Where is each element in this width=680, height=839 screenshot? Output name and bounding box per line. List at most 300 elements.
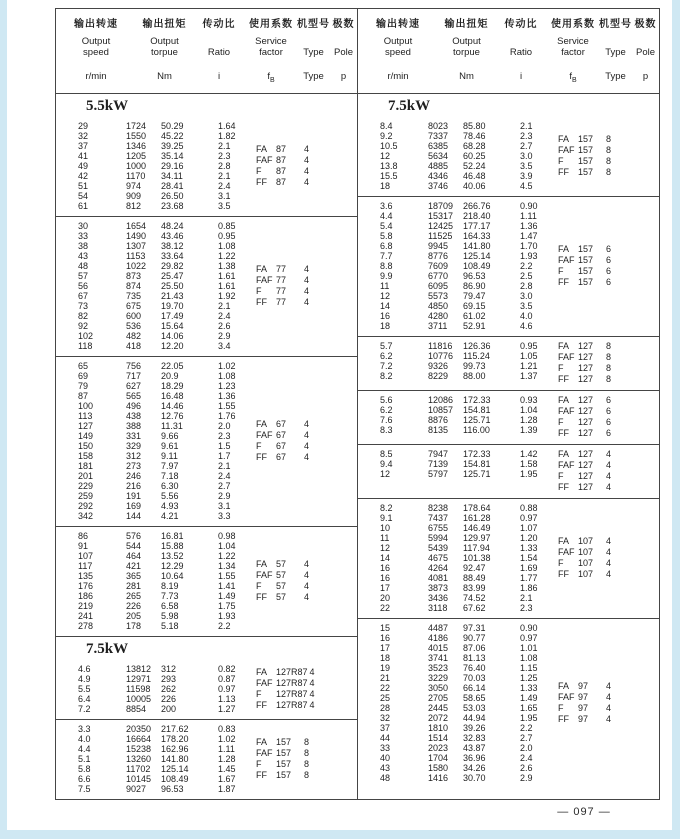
type-name: FA 127 <box>558 340 594 351</box>
speed-cell: 6.6 <box>78 773 91 784</box>
speed-cell: 241 <box>78 610 94 621</box>
table-row <box>56 151 248 161</box>
factor-cell: 2.3 <box>520 602 533 613</box>
table-row <box>358 221 550 231</box>
torque-cell: 627 <box>126 380 142 391</box>
torque-cell: 8776 <box>428 250 449 261</box>
torque-cell: 265 <box>126 590 142 601</box>
table-row <box>358 351 550 361</box>
type-name: FAF 127 <box>558 459 594 470</box>
table-row <box>358 603 550 613</box>
factor-cell: 1.01 <box>520 642 538 653</box>
factor-cell: 1.95 <box>520 468 538 479</box>
torque-cell: 8229 <box>428 370 449 381</box>
type-row <box>550 569 659 580</box>
torque-cell: 7437 <box>428 512 449 523</box>
type-name: FAF 127R87 <box>256 677 308 688</box>
ratio-cell: 125.14 <box>161 763 189 774</box>
speed-cell: 135 <box>78 570 94 581</box>
torque-cell: 2023 <box>428 742 449 753</box>
ratio-cell: 46.48 <box>463 170 486 181</box>
speed-cell: 186 <box>78 590 94 601</box>
speed-cell: 48 <box>380 772 391 783</box>
type-prefix: F <box>558 702 564 713</box>
factor-cell: 1.69 <box>520 562 538 573</box>
type-row <box>550 449 659 460</box>
speed-cell: 150 <box>78 440 94 451</box>
spec-block <box>358 444 659 498</box>
factor-cell: 1.45 <box>218 763 236 774</box>
type-name: FAF 157 <box>256 747 292 758</box>
ratio-cell: 6.30 <box>161 480 179 491</box>
ratio-cell: 4.93 <box>161 500 179 511</box>
type-row <box>248 667 357 678</box>
column-unit: r/min <box>387 71 409 82</box>
ratio-cell: 116.00 <box>463 424 490 435</box>
table-row <box>358 563 550 573</box>
table-row <box>56 131 248 141</box>
ratio-cell: 38.12 <box>161 240 184 251</box>
factor-cell: 2.2 <box>520 722 533 733</box>
factor-cell: 1.61 <box>218 270 236 281</box>
factor-cell: 1.04 <box>218 540 236 551</box>
ratio-cell: 9.61 <box>161 440 179 451</box>
column-unit: Nm <box>157 71 172 82</box>
column-header-en-text: Output speed <box>81 36 111 58</box>
column-header-en-text: Service factor <box>255 36 287 58</box>
torque-cell: 1000 <box>126 160 147 171</box>
type-name: FAF 157 <box>558 144 594 155</box>
table-row <box>358 261 550 271</box>
column-header <box>136 15 193 84</box>
torque-cell: 169 <box>126 500 142 511</box>
type-prefix: FA <box>558 340 570 351</box>
factor-cell: 1.23 <box>218 380 236 391</box>
table-row <box>56 361 248 371</box>
torque-cell: 6770 <box>428 270 449 281</box>
pole-value: 6 <box>606 276 612 287</box>
type-name: F 157 <box>256 758 292 769</box>
pole-value: 4 <box>606 448 612 459</box>
speed-cell: 12 <box>380 468 391 479</box>
type-row <box>550 482 659 493</box>
type-name: F 107 <box>558 557 594 568</box>
column-header-en-text: Type <box>605 46 626 58</box>
table-row <box>56 321 248 331</box>
torque-cell: 10145 <box>126 773 152 784</box>
speed-cell: 8.8 <box>380 260 393 271</box>
type-name: FAF 107 <box>558 546 594 557</box>
table-row <box>358 141 550 151</box>
type-name: F 57 <box>256 580 287 591</box>
type-prefix: FA <box>256 666 268 677</box>
table-row <box>56 331 248 341</box>
torque-cell: 874 <box>126 280 142 291</box>
speed-cell: 5.1 <box>78 753 91 764</box>
pole-value: 6 <box>606 265 612 276</box>
pole-value: 8 <box>606 351 612 362</box>
type-prefix: FA <box>256 263 268 274</box>
table-row <box>56 121 248 131</box>
type-row <box>248 581 357 592</box>
type-row <box>550 681 659 692</box>
table-row <box>56 201 248 211</box>
spec-table-left <box>55 8 358 800</box>
table-row <box>358 371 550 381</box>
factor-cell: 1.02 <box>218 360 236 371</box>
torque-cell: 3746 <box>428 180 449 191</box>
speed-cell: 44 <box>380 732 391 743</box>
table-row <box>358 513 550 523</box>
type-row <box>248 700 357 711</box>
factor-cell: 2.6 <box>520 762 533 773</box>
ratio-cell: 262 <box>161 683 177 694</box>
factor-cell: 3.5 <box>218 200 231 211</box>
torque-cell: 281 <box>126 580 142 591</box>
factor-cell: 0.82 <box>218 663 236 674</box>
type-prefix: F <box>558 362 564 373</box>
table-row <box>56 501 248 511</box>
type-prefix: FF <box>256 699 267 710</box>
ratio-cell: 172.33 <box>463 394 491 405</box>
table-row <box>358 733 550 743</box>
speed-cell: 21 <box>380 672 391 683</box>
ratio-cell: 39.25 <box>161 140 184 151</box>
ratio-cell: 48.24 <box>161 220 184 231</box>
factor-cell: 3.3 <box>218 510 231 521</box>
torque-cell: 312 <box>126 450 142 461</box>
ratio-cell: 154.81 <box>463 458 491 469</box>
table-row <box>358 415 550 425</box>
column-header-zh: 极数 <box>634 19 657 30</box>
type-row <box>248 177 357 188</box>
torque-cell: 873 <box>126 270 142 281</box>
ratio-cell: 266.76 <box>463 200 491 211</box>
column-unit: p <box>642 71 649 82</box>
torque-cell: 1416 <box>428 772 449 783</box>
type-prefix: F <box>558 265 564 276</box>
speed-cell: 107 <box>78 550 94 561</box>
spec-block <box>56 719 357 799</box>
pole-value: 4 <box>606 459 612 470</box>
table-row <box>56 531 248 541</box>
type-prefix: FA <box>558 394 570 405</box>
type-name: F 87 <box>256 165 287 176</box>
speed-cell: 7.6 <box>380 414 393 425</box>
factor-cell: 2.4 <box>218 310 231 321</box>
torque-cell: 329 <box>126 440 142 451</box>
factor-cell: 3.4 <box>218 340 231 351</box>
torque-cell: 13260 <box>126 753 152 764</box>
factor-cell: 1.08 <box>520 652 538 663</box>
torque-cell: 7337 <box>428 130 449 141</box>
ratio-cell: 17.49 <box>161 310 184 321</box>
table-row <box>358 623 550 633</box>
factor-cell: 4.5 <box>520 180 533 191</box>
pole-value: 6 <box>606 427 612 438</box>
factor-cell: 1.5 <box>218 440 231 451</box>
type-row <box>248 678 357 689</box>
table-row <box>56 341 248 351</box>
factor-cell: 1.75 <box>218 600 236 611</box>
type-name: F 127 <box>558 470 594 481</box>
speed-cell: 43 <box>78 250 89 261</box>
table-row <box>56 601 248 611</box>
table-row <box>358 231 550 241</box>
factor-cell: 3.9 <box>520 170 533 181</box>
speed-cell: 5.8 <box>78 763 91 774</box>
table-row <box>56 141 248 151</box>
pole-value: 4 <box>304 591 310 602</box>
type-prefix: F <box>558 470 564 481</box>
column-header-en-text: Output torpue <box>452 36 481 58</box>
column-header-en-text: Ratio <box>509 46 533 58</box>
factor-cell: 2.1 <box>520 120 533 131</box>
speed-cell: 67 <box>78 290 89 301</box>
torque-cell: 246 <box>126 470 142 481</box>
speed-cell: 19 <box>380 662 391 673</box>
factor-cell: 2.1 <box>520 592 533 603</box>
section-power-heading: 7.5kW <box>388 97 431 114</box>
torque-cell: 10776 <box>428 350 454 361</box>
column-header-en-text: Output speed <box>383 36 413 58</box>
factor-cell: 2.4 <box>218 180 231 191</box>
ratio-cell: 81.13 <box>463 652 486 663</box>
table-row <box>56 441 248 451</box>
type-prefix: F <box>256 165 262 176</box>
ratio-cell: 13.52 <box>161 550 184 561</box>
ratio-cell: 217.62 <box>161 723 189 734</box>
column-header <box>358 15 438 84</box>
pole-value: 4 <box>309 688 315 699</box>
ratio-cell: 96.53 <box>463 270 486 281</box>
factor-cell: 2.0 <box>520 742 533 753</box>
speed-cell: 7.2 <box>380 360 393 371</box>
table-row <box>358 643 550 653</box>
speed-cell: 5.7 <box>380 340 393 351</box>
ratio-cell: 126.36 <box>463 340 491 351</box>
torque-cell: 675 <box>126 300 142 311</box>
speed-cell: 12 <box>380 150 391 161</box>
column-header-zh: 极数 <box>332 19 355 30</box>
torque-cell: 565 <box>126 390 142 401</box>
type-row <box>550 277 659 288</box>
torque-cell: 11525 <box>428 230 453 241</box>
spec-block-inner <box>358 395 659 439</box>
type-row <box>248 441 357 452</box>
factor-cell: 4.6 <box>520 320 533 331</box>
type-name: FA 157 <box>558 243 594 254</box>
type-prefix: FAF <box>256 154 273 165</box>
factor-cell: 0.88 <box>520 502 538 513</box>
factor-cell: 0.97 <box>218 683 236 694</box>
torque-cell: 6755 <box>428 522 449 533</box>
table-row <box>358 693 550 703</box>
type-name: FA 77 <box>256 263 287 274</box>
spec-block-inner <box>56 531 357 631</box>
column-header-en <box>358 31 438 58</box>
factor-cell: 1.27 <box>218 703 236 714</box>
torque-cell: 4264 <box>428 562 449 573</box>
factor-cell: 1.38 <box>218 260 236 271</box>
ratio-cell: 12.76 <box>161 410 184 421</box>
pole-value: 4 <box>304 418 310 429</box>
type-row <box>550 395 659 406</box>
page-edge-right-strip <box>672 0 680 839</box>
torque-cell: 600 <box>126 310 142 321</box>
speed-cell: 8.4 <box>380 120 393 131</box>
type-name: FAF 87 <box>256 154 287 165</box>
speed-cell: 102 <box>78 330 94 341</box>
type-row <box>550 471 659 482</box>
table-row <box>358 281 550 291</box>
type-prefix: FA <box>558 680 570 691</box>
type-name: FF 87 <box>256 176 287 187</box>
torque-cell: 1205 <box>126 150 147 161</box>
ratio-cell: 20.9 <box>161 370 179 381</box>
speed-cell: 32 <box>380 712 391 723</box>
ratio-cell: 40.06 <box>463 180 486 191</box>
type-prefix: FAF <box>256 429 273 440</box>
speed-cell: 9.2 <box>380 130 393 141</box>
table-body <box>358 94 659 799</box>
factor-cell: 1.87 <box>218 783 236 794</box>
table-row <box>358 361 550 371</box>
speed-cell: 149 <box>78 430 94 441</box>
table-row <box>358 405 550 415</box>
table-row <box>56 684 248 694</box>
ratio-cell: 5.98 <box>161 610 179 621</box>
ratio-cell: 8.19 <box>161 580 179 591</box>
column-header-en-text: Pole <box>635 46 655 58</box>
torque-cell: 482 <box>126 330 142 341</box>
speed-cell: 8.2 <box>380 502 393 513</box>
factor-cell: 0.93 <box>520 394 538 405</box>
type-prefix: FF <box>558 481 569 492</box>
block-rows <box>358 449 550 493</box>
type-name: F 157 <box>558 155 594 166</box>
torque-cell: 1550 <box>126 130 147 141</box>
type-row <box>248 166 357 177</box>
ratio-cell: 67.62 <box>463 602 486 613</box>
torque-cell: 388 <box>126 420 142 431</box>
ratio-cell: 96.53 <box>161 783 184 794</box>
table-row <box>56 581 248 591</box>
ratio-cell: 161.28 <box>463 512 491 523</box>
pole-value: 4 <box>304 569 310 580</box>
factor-cell: 2.9 <box>218 330 231 341</box>
speed-cell: 65 <box>78 360 89 371</box>
ratio-cell: 293 <box>161 673 177 684</box>
torque-cell: 205 <box>126 610 142 621</box>
type-prefix: FAF <box>558 691 575 702</box>
type-name: FA 127 <box>558 394 594 405</box>
factor-cell: 2.3 <box>218 150 231 161</box>
table-body <box>56 94 357 799</box>
pole-value: 6 <box>606 394 612 405</box>
factor-cell: 1.58 <box>520 458 538 469</box>
ratio-cell: 88.49 <box>463 572 486 583</box>
torque-cell: 11598 <box>126 683 151 694</box>
factor-cell: 1.28 <box>218 753 236 764</box>
torque-cell: 2072 <box>428 712 449 723</box>
speed-cell: 18 <box>380 652 391 663</box>
column-unit: $f_B$ <box>267 71 275 84</box>
pole-value: 6 <box>606 254 612 265</box>
torque-cell: 8135 <box>428 424 449 435</box>
type-row <box>248 770 357 781</box>
ratio-cell: 21.43 <box>161 290 184 301</box>
speed-cell: 9.1 <box>380 512 393 523</box>
column-unit: i <box>217 71 221 82</box>
type-prefix: FF <box>558 373 569 384</box>
factor-cell: 1.34 <box>218 560 236 571</box>
speed-cell: 6.2 <box>380 404 393 415</box>
type-prefix: FF <box>558 427 569 438</box>
type-name: F 127 <box>558 362 594 373</box>
table-row <box>56 784 248 794</box>
torque-cell: 9326 <box>428 360 449 371</box>
spec-block <box>358 498 659 618</box>
column-header-en <box>438 31 495 58</box>
pole-value: 4 <box>304 296 310 307</box>
speed-cell: 57 <box>78 270 89 281</box>
table-row <box>358 321 550 331</box>
factor-cell: 1.28 <box>520 414 538 425</box>
torque-cell: 5634 <box>428 150 449 161</box>
speed-cell: 9.9 <box>380 270 393 281</box>
column-header <box>599 15 632 84</box>
speed-cell: 86 <box>78 530 89 541</box>
table-row <box>56 704 248 714</box>
type-group <box>550 449 659 493</box>
speed-cell: 113 <box>78 410 93 421</box>
ratio-cell: 33.64 <box>161 250 184 261</box>
type-row <box>248 297 357 308</box>
block-rows <box>358 341 550 385</box>
ratio-cell: 172.33 <box>463 448 491 459</box>
ratio-cell: 70.03 <box>463 672 486 683</box>
ratio-cell: 12.29 <box>161 560 184 571</box>
torque-cell: 2445 <box>428 702 449 713</box>
ratio-cell: 29.16 <box>161 160 184 171</box>
torque-cell: 18709 <box>428 200 454 211</box>
ratio-cell: 66.14 <box>463 682 486 693</box>
factor-cell: 1.93 <box>520 250 538 261</box>
ratio-cell: 34.11 <box>161 170 183 181</box>
factor-cell: 2.3 <box>218 430 231 441</box>
type-row <box>248 419 357 430</box>
speed-cell: 28 <box>380 702 391 713</box>
speed-cell: 13.8 <box>380 160 398 171</box>
table-row <box>56 281 248 291</box>
type-group <box>550 341 659 385</box>
factor-cell: 1.61 <box>218 280 236 291</box>
ratio-cell: 44.94 <box>463 712 486 723</box>
table-row <box>56 561 248 571</box>
type-name: FA 107 <box>558 535 594 546</box>
torque-cell: 909 <box>126 190 142 201</box>
pole-value: 4 <box>304 274 310 285</box>
table-row <box>56 411 248 421</box>
torque-cell: 1514 <box>428 732 449 743</box>
table-row <box>56 391 248 401</box>
speed-cell: 8.5 <box>380 448 393 459</box>
column-header-en <box>136 31 193 58</box>
ratio-cell: 12.20 <box>161 340 184 351</box>
table-row <box>56 674 248 684</box>
speed-cell: 3.3 <box>78 723 91 734</box>
